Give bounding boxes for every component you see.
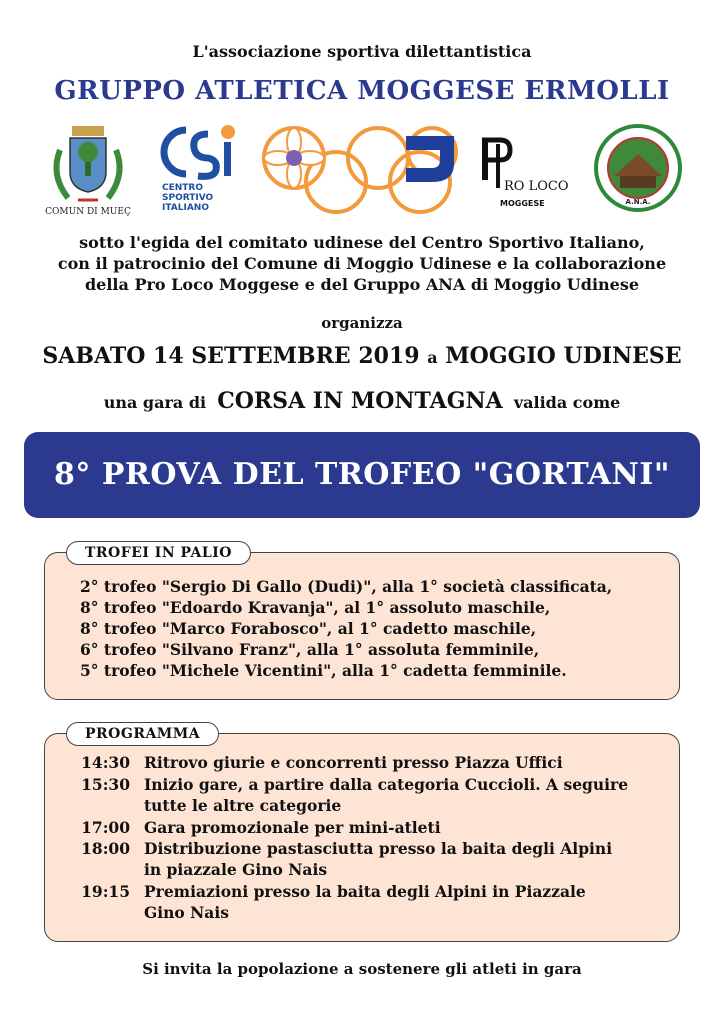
intro-text: L'associazione sportiva dilettantistica [192,42,532,61]
csi-line1: CENTRO [162,183,204,193]
footer-invitation: Si invita la popolazione a sostenere gli atleti in gara [142,960,582,978]
program-description [144,774,654,816]
trophy-banner: 8° PROVA DEL TROFEO "GORTANI" [24,432,700,518]
program-description [144,881,654,923]
sponsorship-line: con il patrocinio del Comune di Moggio Udinese e la collaborazione [57,254,667,273]
program-line: tutte le altre categorie [144,796,342,815]
trophy-item: 8° trofeo "Marco Forabosco", al 1° cadetto maschile, [80,619,537,638]
program-time: 14:30 [81,753,130,772]
csi-line2: SPORTIVO [162,193,214,203]
ana-group-logo [592,120,684,218]
race-prefix: una gara di [103,393,207,412]
program-time: 15:30 [81,775,130,794]
trophies-title: TROFEI IN PALIO [66,541,251,565]
event-connector: a [427,348,438,367]
trophy-item: 6° trofeo "Silvano Franz", alla 1° assoluta femminile, [80,640,540,659]
sponsorship-line: sotto l'egida del comitato udinese del Centro Sportivo Italiano, [79,233,645,252]
program-line: Gara promozionale per mini-atleti [144,818,441,837]
program-time: 19:15 [81,882,130,901]
trophies-list [80,576,612,681]
program-line: in piazzale Gino Nais [144,860,328,879]
program-description [144,817,654,838]
program-time: 17:00 [81,818,130,837]
program-title: PROGRAMMA [66,722,219,746]
sponsorship-text [0,232,724,295]
trophy-item: 2° trofeo "Sergio Di Gallo (Dudi)", alla 1° società classificata, [80,577,613,596]
program-time: 18:00 [81,839,130,858]
ana-sub-text: A.N.A. [625,198,651,206]
event-place: MOGGIO UDINESE [445,343,682,369]
comune-logo-text: COMUN DI MUEÇ [45,207,131,217]
proloco-sub: MOGGESE [500,199,545,208]
race-type: CORSA IN MONTAGNA [217,388,503,414]
event-date: SABATO 14 SETTEMBRE 2019 [42,343,420,369]
program-line: Ritrovo giurie e concorrenti presso Piazza Uffici [144,753,563,772]
sponsorship-line: della Pro Loco Moggese e del Gruppo ANA di Moggio Udinese [84,275,640,294]
program-line: Distribuzione pastasciutta presso la baita degli Alpini [144,839,613,858]
race-suffix: valida come [513,393,621,412]
organization-title: GRUPPO ATLETICA MOGGESE ERMOLLI [54,76,670,106]
csi-line3: ITALIANO [162,203,209,213]
edelweiss-rings-logo [256,120,466,218]
trophy-item: 8° trofeo "Edoardo Kravanja", al 1° assoluto maschile, [80,598,551,617]
program-description [144,752,654,773]
race-description [0,388,724,414]
program-line: Inizio gare, a partire dalla categoria Cuccioli. A seguire [144,775,629,794]
trophy-item: 5° trofeo "Michele Vicentini", alla 1° cadetta femminile. [80,661,567,680]
comune-coat-of-arms-logo [38,120,138,218]
organizza-text: organizza [321,314,403,332]
csi-logo [158,120,244,218]
program-line: Gino Nais [144,903,229,922]
proloco-logo [478,120,570,218]
program-description [144,838,654,880]
proloco-text: RO LOCO [504,179,569,194]
event-date-place [0,343,724,369]
program-line: Premiazioni presso la baita degli Alpini in Piazzale [144,882,586,901]
